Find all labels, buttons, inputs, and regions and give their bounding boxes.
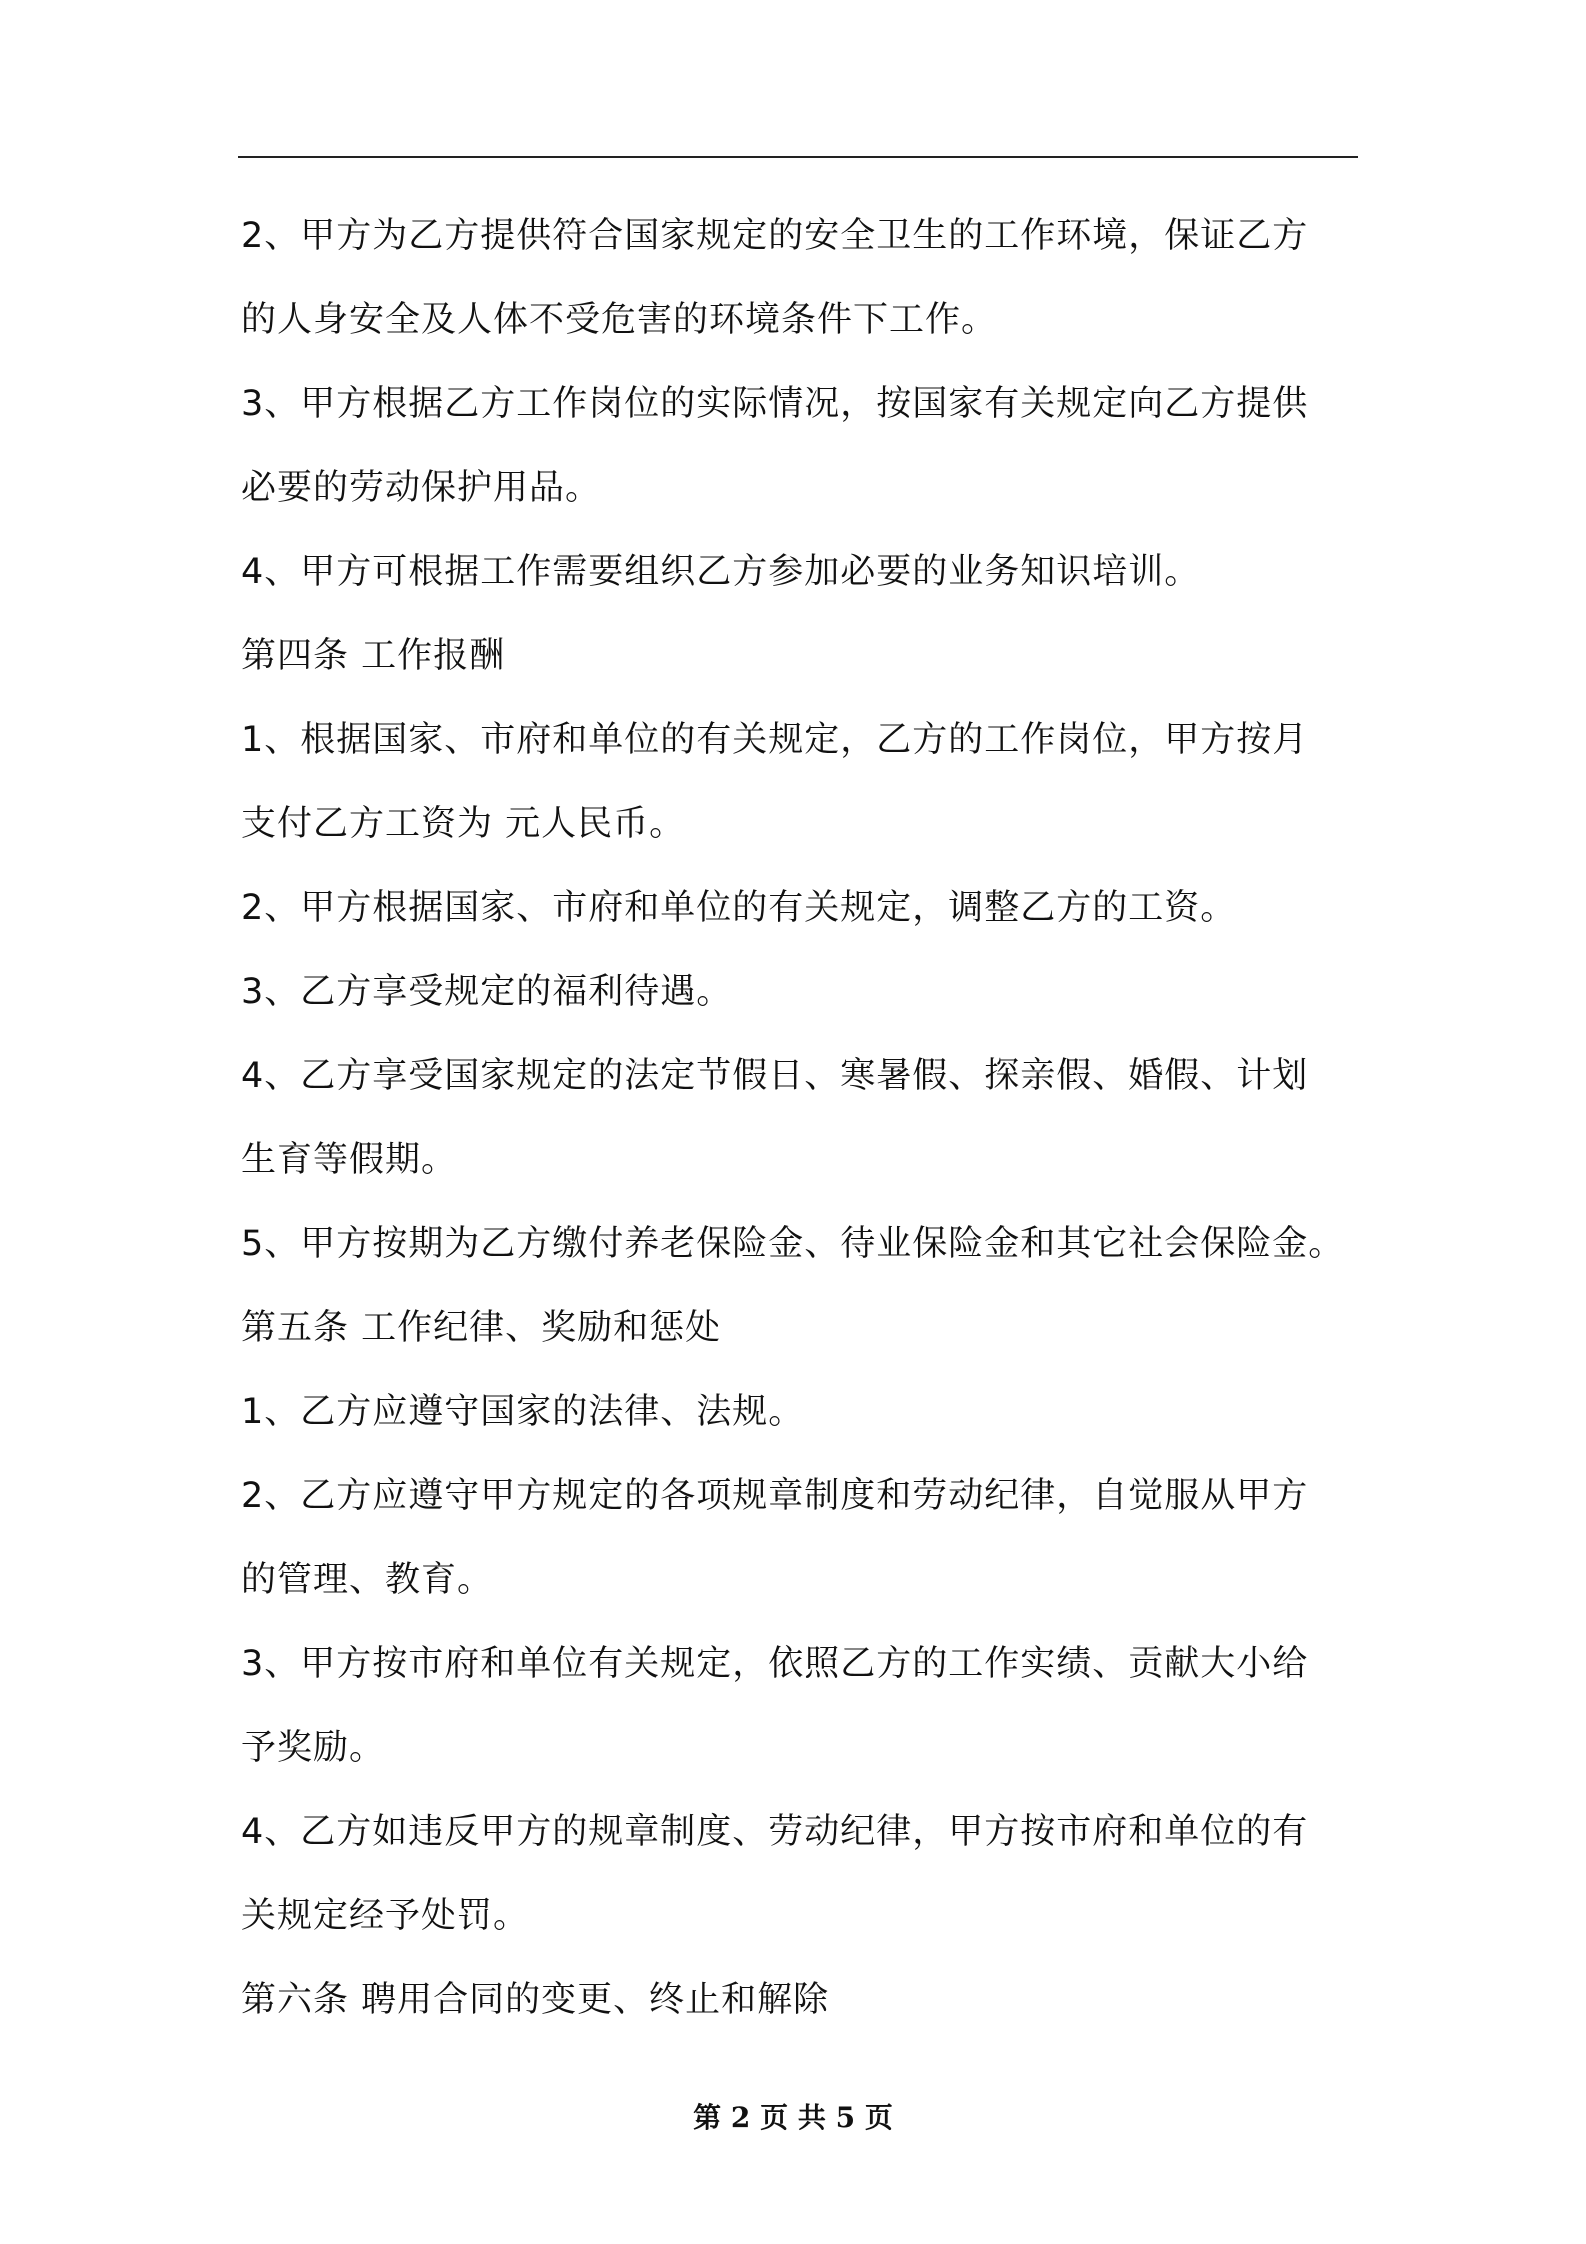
text-line: 4、乙方享受国家规定的法定节假日、寒暑假、探亲假、婚假、计划 (241, 1056, 1309, 1096)
text-line: 的人身安全及人体不受危害的环境条件下工作。 (241, 300, 998, 340)
text-line: 支付乙方工资为 元人民币。 (241, 804, 686, 844)
section-heading: 第四条 工作报酬 (241, 636, 506, 676)
page-number: 第 2 页 共 5 页 (693, 2101, 893, 2134)
text-line: 4、乙方如违反甲方的规章制度、劳动纪律，甲方按市府和单位的有 (241, 1812, 1309, 1852)
text-line: 2、甲方为乙方提供符合国家规定的安全卫生的工作环境，保证乙方 (241, 216, 1309, 256)
text-line: 1、乙方应遵守国家的法律、法规。 (241, 1392, 805, 1432)
header-rule (238, 156, 1358, 158)
text-line: 予奖励。 (241, 1728, 386, 1768)
text-line: 关规定经予处罚。 (241, 1896, 530, 1936)
text-line: 3、甲方按市府和单位有关规定，依照乙方的工作实绩、贡献大小给 (241, 1644, 1309, 1684)
text-line: 5、甲方按期为乙方缴付养老保险金、待业保险金和其它社会保险金。 (241, 1224, 1345, 1264)
section-heading: 第六条 聘用合同的变更、终止和解除 (241, 1980, 830, 2020)
text-line: 2、乙方应遵守甲方规定的各项规章制度和劳动纪律，自觉服从甲方 (241, 1476, 1309, 1516)
text-line: 必要的劳动保护用品。 (241, 468, 602, 508)
text-line: 生育等假期。 (241, 1140, 458, 1180)
text-line: 1、根据国家、市府和单位的有关规定，乙方的工作岗位，甲方按月 (241, 720, 1309, 760)
text-line: 2、甲方根据国家、市府和单位的有关规定，调整乙方的工资。 (241, 888, 1237, 928)
text-line: 3、乙方享受规定的福利待遇。 (241, 972, 733, 1012)
text-line: 3、甲方根据乙方工作岗位的实际情况，按国家有关规定向乙方提供 (241, 384, 1309, 424)
document-body (241, 194, 1371, 2042)
text-line: 4、甲方可根据工作需要组织乙方参加必要的业务知识培训。 (241, 552, 1201, 592)
text-line: 的管理、教育。 (241, 1560, 494, 1600)
section-heading: 第五条 工作纪律、奖励和惩处 (241, 1308, 722, 1348)
